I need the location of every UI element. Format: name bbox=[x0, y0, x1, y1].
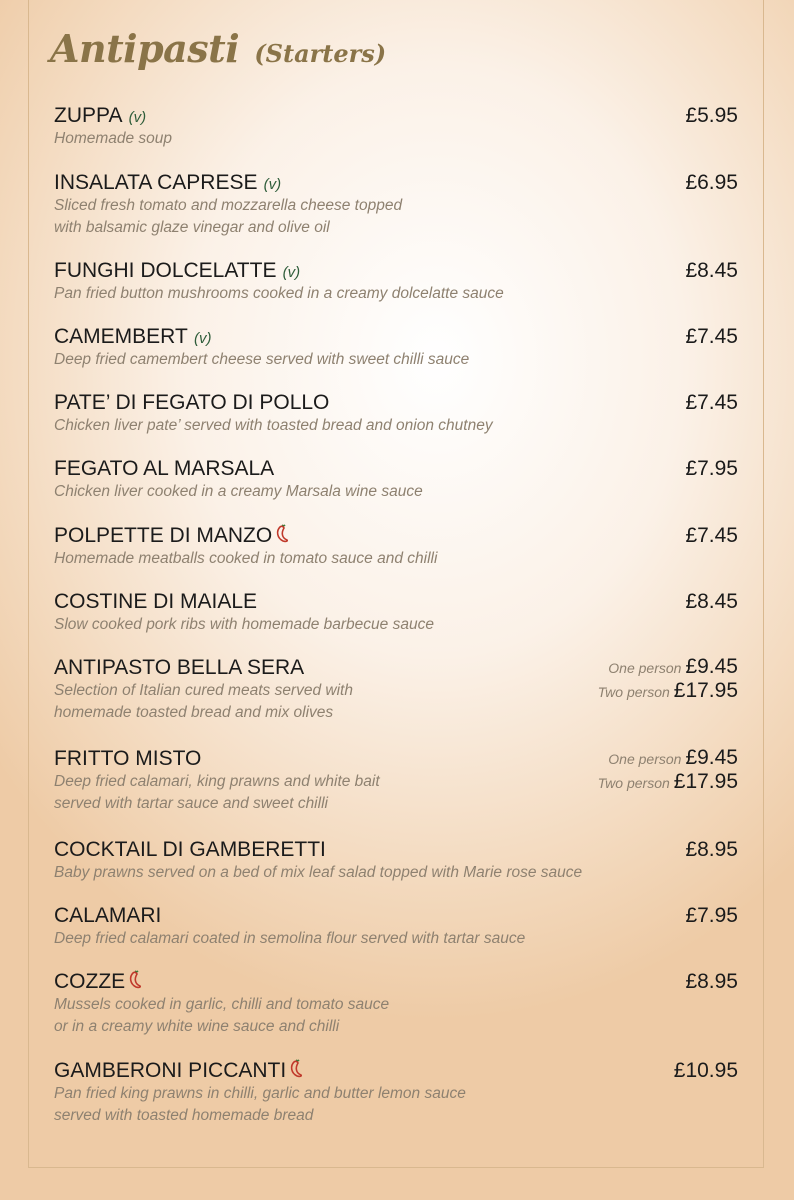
item-name bbox=[54, 837, 326, 863]
item-description bbox=[54, 1083, 644, 1127]
item-description bbox=[54, 862, 644, 884]
item-name-text: POLPETTE DI MANZO bbox=[54, 524, 273, 547]
item-price: £8.45 bbox=[685, 259, 738, 282]
chili-pepper-icon bbox=[275, 523, 289, 543]
item-name bbox=[54, 589, 257, 615]
item-name-text: INSALATA CAPRESE bbox=[54, 171, 258, 194]
item-name bbox=[54, 390, 329, 416]
item-name bbox=[54, 655, 304, 681]
item-description-line: Deep fried calamari coated in semolina flour served with tartar sauce bbox=[54, 930, 526, 947]
item-description-line: Homemade soup bbox=[54, 130, 173, 147]
section-title-sub: (Starters) bbox=[254, 39, 387, 68]
item-name-text: COCKTAIL DI GAMBERETTI bbox=[54, 838, 326, 861]
item-description-line: Chicken liver cooked in a creamy Marsala wine sauce bbox=[54, 483, 423, 500]
item-name bbox=[54, 170, 281, 198]
item-description bbox=[54, 283, 644, 305]
item-name bbox=[54, 324, 211, 352]
item-description bbox=[54, 481, 644, 503]
item-name-text: FRITTO MISTO bbox=[54, 747, 202, 770]
item-name-text: ANTIPASTO BELLA SERA bbox=[54, 656, 305, 679]
chili-pepper-icon bbox=[128, 969, 142, 989]
item-price: £5.95 bbox=[685, 104, 738, 127]
item-price: £7.45 bbox=[685, 391, 738, 414]
item-name bbox=[54, 969, 142, 995]
price-option bbox=[598, 770, 738, 796]
item-description-line: homemade toasted bread and mix olives bbox=[54, 704, 334, 721]
item-name-text: COZZE bbox=[54, 970, 126, 993]
vegetarian-badge: (v) bbox=[278, 264, 301, 281]
item-name bbox=[54, 1058, 303, 1084]
item-description-line: Pan fried king prawns in chilli, garlic and butter lemon sauce bbox=[54, 1085, 466, 1102]
item-description-line: or in a creamy white wine sauce and chilli bbox=[54, 1018, 340, 1035]
item-description bbox=[54, 771, 644, 815]
section-title-main: Antipasti bbox=[50, 26, 240, 71]
price-option-value: £17.95 bbox=[673, 770, 738, 793]
price-option-label: Two person bbox=[597, 684, 670, 700]
item-price: £7.45 bbox=[685, 325, 738, 348]
item-description-line: with balsamic glaze vinegar and olive oil bbox=[54, 219, 330, 236]
item-description-line: Baby prawns served on a bed of mix leaf salad topped with Marie rose sauce bbox=[54, 864, 583, 881]
price-option-label: One person bbox=[608, 660, 682, 676]
price-option-label: One person bbox=[608, 751, 682, 767]
price-option bbox=[598, 679, 738, 705]
item-description-line: served with tartar sauce and sweet chilli bbox=[54, 795, 328, 812]
item-price: £7.95 bbox=[685, 904, 738, 927]
item-name bbox=[54, 903, 161, 929]
item-description-line: Deep fried camembert cheese served with sweet chilli sauce bbox=[54, 351, 470, 368]
item-description bbox=[54, 415, 644, 437]
price-option-value: £17.95 bbox=[673, 679, 738, 702]
item-description-line: served with toasted homemade bread bbox=[54, 1107, 314, 1124]
item-description-line: Slow cooked pork ribs with homemade barbecue sauce bbox=[54, 616, 434, 633]
item-name bbox=[54, 456, 274, 482]
item-description-line: Deep fried calamari, king prawns and white bait bbox=[54, 773, 380, 790]
item-description bbox=[54, 680, 644, 724]
item-description-line: Sliced fresh tomato and mozzarella cheese topped bbox=[54, 197, 403, 214]
item-description-line: Homemade meatballs cooked in tomato sauce and chilli bbox=[54, 550, 438, 567]
item-name-text: FEGATO AL MARSALA bbox=[54, 457, 275, 480]
item-description-line: Mussels cooked in garlic, chilli and tomato sauce bbox=[54, 996, 390, 1013]
item-description bbox=[54, 195, 644, 239]
item-name bbox=[54, 103, 146, 131]
item-description bbox=[54, 994, 644, 1038]
price-option-value: £9.45 bbox=[685, 655, 738, 678]
item-name bbox=[54, 258, 300, 286]
vegetarian-badge: (v) bbox=[124, 109, 147, 126]
item-name-text: GAMBERONI PICCANTI bbox=[54, 1059, 287, 1082]
item-name bbox=[54, 746, 201, 772]
item-name-text: COSTINE DI MAIALE bbox=[54, 590, 258, 613]
item-description-line: Chicken liver pate’ served with toasted bread and onion chutney bbox=[54, 417, 493, 434]
item-name-text: CAMEMBERT bbox=[54, 325, 188, 348]
price-option bbox=[608, 746, 738, 772]
price-option-value: £9.45 bbox=[685, 746, 738, 769]
item-price: £8.45 bbox=[685, 590, 738, 613]
vegetarian-badge: (v) bbox=[189, 330, 212, 347]
item-name-text: PATE’ DI FEGATO DI POLLO bbox=[54, 391, 330, 414]
item-name bbox=[54, 523, 289, 549]
price-option-label: Two person bbox=[597, 775, 670, 791]
price-option bbox=[608, 655, 738, 681]
item-price: £8.95 bbox=[685, 970, 738, 993]
item-price: £8.95 bbox=[685, 838, 738, 861]
item-name-text: ZUPPA bbox=[54, 104, 123, 127]
item-description bbox=[54, 349, 644, 371]
vegetarian-badge: (v) bbox=[259, 176, 282, 193]
item-price: £10.95 bbox=[673, 1059, 738, 1082]
item-description bbox=[54, 548, 644, 570]
item-price: £6.95 bbox=[685, 171, 738, 194]
item-description-line: Selection of Italian cured meats served with bbox=[54, 682, 353, 699]
item-price: £7.45 bbox=[685, 524, 738, 547]
item-description bbox=[54, 128, 644, 150]
item-description-line: Pan fried button mushrooms cooked in a creamy dolcelatte sauce bbox=[54, 285, 504, 302]
item-description bbox=[54, 928, 644, 950]
chili-pepper-icon bbox=[289, 1058, 303, 1078]
item-name-text: FUNGHI DOLCELATTE bbox=[54, 259, 277, 282]
item-description bbox=[54, 614, 644, 636]
item-price: £7.95 bbox=[685, 457, 738, 480]
item-name-text: CALAMARI bbox=[54, 904, 162, 927]
